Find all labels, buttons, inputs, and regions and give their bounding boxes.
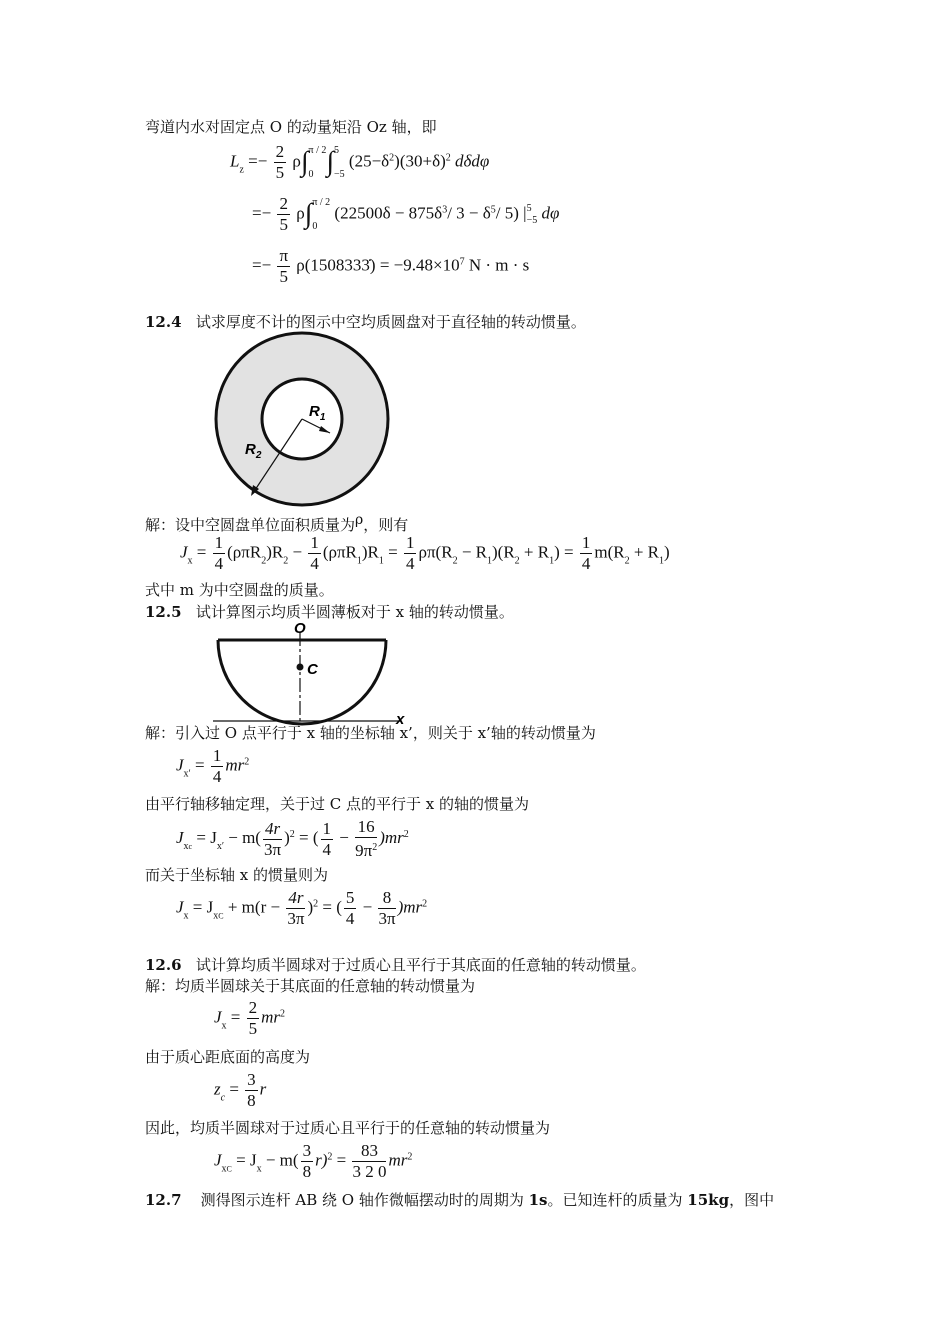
- eq-sup: 3: [442, 204, 448, 216]
- equation-jx-hemisphere: $J_x$ = $\frac{2}{5}$ $mr^2$: [214, 998, 286, 1038]
- integral-sign: ∫: [304, 198, 313, 230]
- integral-sign: ∫: [300, 146, 309, 178]
- x-axis-text: 而关于坐标轴 x 的惯量则为: [145, 866, 328, 884]
- eq-fraction: $\frac{8}{3\pi}$: [378, 888, 396, 928]
- equation-zc: $z_c$ = $\frac{3}{8}$ r: [214, 1070, 267, 1110]
- equation-jxc: $J_{xc} = J_{x'} - m$( $\frac{4r}{3\pi}$ )$^2$ = ( $\frac{1}{4}$ − $\frac{16}{9\pi^2}$ )$mr^2$: [176, 817, 409, 860]
- intro-text: 弯道内水对固定点 O 的动量矩沿 Oz 轴，即: [145, 118, 437, 136]
- eq-limits: 5 −5: [526, 202, 538, 226]
- equation-jx-prime: $J_{x'}$ = $\frac{1}{4}$ $mr^2$: [176, 746, 250, 786]
- c-label: C: [307, 661, 318, 678]
- eq-fraction: $\frac{2}{5}$: [275, 142, 285, 182]
- eq-sup: 7: [459, 256, 465, 268]
- equation-lz-row3: [252, 246, 529, 287]
- problem-number: 12.5: [145, 603, 182, 621]
- eq-fraction: $\frac{4r}{3\pi}$: [264, 818, 282, 859]
- eq-text: =−: [252, 203, 272, 223]
- centroid-height-text: 由于质心距底面的高度为: [145, 1048, 311, 1066]
- eq-fraction: $\frac{\pi}{5}$: [279, 246, 289, 286]
- eq-text: ρ: [292, 151, 301, 171]
- eq-text: / 5) |: [495, 203, 527, 223]
- o-label: O: [294, 620, 306, 637]
- solution-text: ，则有: [363, 516, 409, 534]
- equation-jxc-hemisphere: $J_{xC} = J_x - m$( $\frac{3}{8}$ r)$^2$ = $\frac{83}{3 2 0}$ $mr^2$: [214, 1141, 413, 1181]
- mass-value: 15kg: [687, 1191, 730, 1209]
- eq-text: dφ: [541, 203, 560, 223]
- problem-text: 试求厚度不计的图示中空均质圆盘对于直径轴的转动惯量。: [195, 313, 586, 331]
- eq-fraction: $\frac{1}{4}$: [310, 533, 319, 573]
- r2-label: $R_2$: [245, 441, 262, 461]
- eq-fraction: $\frac{5}{4}$: [345, 888, 355, 928]
- problem-12-6: [145, 955, 646, 975]
- problem-12-4: [145, 312, 586, 332]
- eq-text: (22500δ − 875δ: [334, 203, 443, 223]
- eq-fraction: $\frac{1}{4}$: [214, 533, 224, 573]
- semicircle-arc: [218, 640, 386, 724]
- x-label: x: [396, 711, 405, 728]
- rho-symbol: ρ: [355, 512, 364, 528]
- equation-lz-row2: [252, 194, 559, 235]
- equation-jx-annulus: $J_x$ = $\frac{1}{4}$ $(\rho\pi R_2)R_2$ − $\frac{1}{4}$ $(\rho\pi R_1)R_1$ = $\frac{1}{4}$ $\rho\pi(R_2 - R_1)(R_2 + R_1)$ = $\frac{1}{4}$ $m(R_2 + R_1)$: [180, 533, 670, 573]
- eq-text: dδdφ: [455, 151, 490, 171]
- eq-symbol: L: [230, 151, 240, 171]
- eq-sup: 2: [389, 152, 395, 164]
- problem-number: 12.7: [145, 1191, 182, 1209]
- eq-fraction: $\frac{16}{9\pi^2}$: [355, 817, 378, 860]
- problem-text: 。已知连杆的质量为: [547, 1191, 688, 1209]
- problem-text: 试计算图示均质半圆薄板对于 x 轴的转动惯量。: [195, 603, 514, 621]
- eq-sup: 5: [490, 204, 496, 216]
- period-value: 1s: [528, 1191, 548, 1209]
- eq-fraction: $\frac{4r}{3\pi}$: [287, 888, 305, 928]
- solution-12-6: 解：均质半圆球关于其底面的任意轴的转动惯量为: [145, 977, 476, 995]
- eq-fraction: $\frac{83}{3 2 0}$: [352, 1141, 387, 1181]
- centroid-point: [297, 664, 304, 671]
- eq-text: =−: [248, 151, 268, 171]
- eq-limits: π / 2 0: [308, 144, 327, 180]
- conclusion-text: 因此，均质半圆球对于过质心且平行于的任意轴的转动惯量为: [145, 1119, 551, 1137]
- problem-text: 测得图示连杆 AB 绕 O 轴作微幅摆动时的周期为: [200, 1191, 529, 1209]
- solution-text: 解：设中空圆盘单位面积质量为: [145, 516, 356, 534]
- eq-fraction: $\frac{3}{8}$: [302, 1141, 312, 1181]
- eq-limits: 5 −5: [334, 144, 345, 180]
- problem-number: 12.4: [145, 313, 182, 331]
- eq-fraction: $\frac{1}{4}$: [322, 818, 332, 859]
- eq-text: )(30+δ): [394, 151, 446, 171]
- equation-jx: $J_x = J_{xC} + m(r$ − $\frac{4r}{3\pi}$ )$^2$ = ( $\frac{5}{4}$ − $\frac{8}{3\pi}$ )$mr^2$: [176, 888, 428, 928]
- eq-text: ρ(1508333̇) = −9.48×10: [296, 255, 460, 275]
- eq-subscript: z: [239, 164, 244, 176]
- eq-text: (25−δ: [348, 151, 390, 171]
- eq-fraction: $\frac{3}{8}$: [247, 1070, 256, 1110]
- eq-text: / 3 − δ: [447, 203, 491, 223]
- eq-text: N · m · s: [468, 255, 530, 275]
- eq-fraction: $\frac{1}{4}$: [212, 746, 222, 786]
- eq-fraction: $\frac{2}{5}$: [248, 998, 258, 1038]
- note-12-4: 式中 m 为中空圆盘的质量。: [145, 581, 334, 599]
- eq-fraction: $\frac{1}{4}$: [581, 533, 591, 573]
- integral-sign: ∫: [326, 146, 335, 178]
- eq-sup: 2: [445, 152, 451, 164]
- semicircle-figure: [205, 618, 420, 728]
- equation-lz-row1: [230, 142, 489, 183]
- solution-12-4: [145, 510, 408, 535]
- eq-fraction: $\frac{1}{4}$: [405, 533, 415, 573]
- solution-12-5: 解：引入过 O 点平行于 x 轴的坐标轴 x’，则关于 x’轴的转动惯量为: [145, 724, 596, 742]
- parallel-axis-text: 由平行轴移轴定理，关于过 C 点的平行于 x 的轴的惯量为: [145, 795, 530, 813]
- annulus-figure: [205, 330, 400, 510]
- problem-text: ，图中: [729, 1191, 775, 1209]
- eq-limits: π / 2 0: [312, 196, 331, 232]
- problem-text: 试计算均质半圆球对于过质心且平行于其底面的任意轴的转动惯量。: [195, 956, 646, 974]
- eq-text: =−: [252, 255, 272, 275]
- problem-number: 12.6: [145, 956, 182, 974]
- problem-12-7: [145, 1190, 774, 1210]
- eq-text: ρ: [296, 203, 305, 223]
- r1-label: $R_1$: [309, 403, 326, 423]
- eq-fraction: $\frac{2}{5}$: [279, 194, 288, 234]
